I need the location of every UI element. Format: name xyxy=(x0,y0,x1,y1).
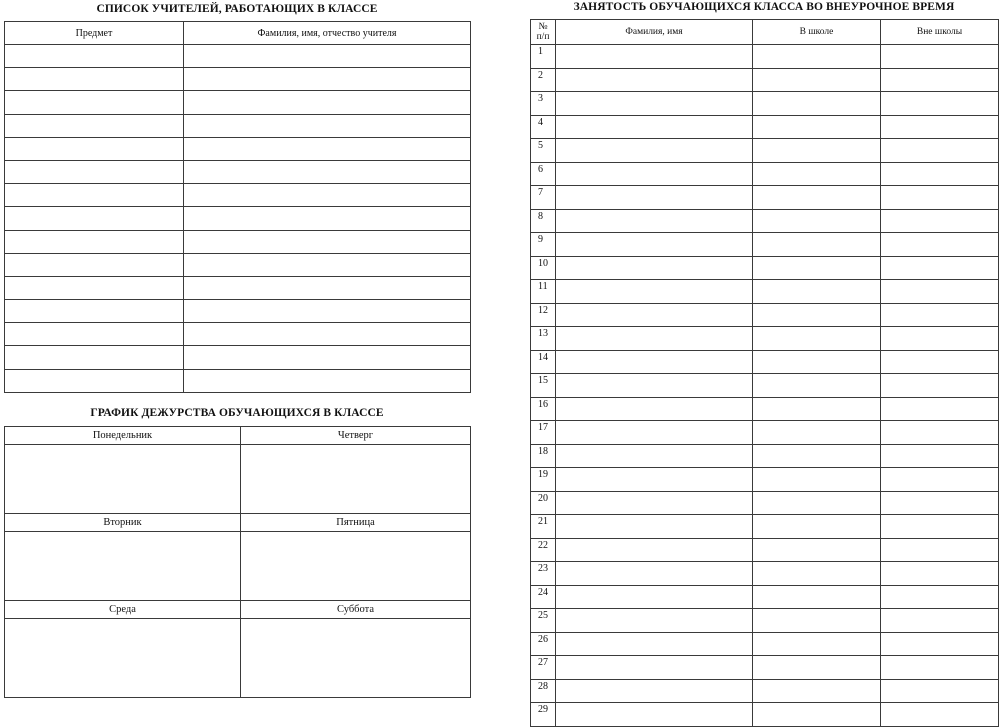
subject-cell[interactable] xyxy=(5,323,184,346)
outside-school-cell[interactable] xyxy=(881,468,999,492)
row-number: 21 xyxy=(531,515,556,539)
row-number: 9 xyxy=(531,233,556,257)
table-row xyxy=(531,186,999,210)
student-name-cell[interactable] xyxy=(556,609,753,633)
outside-school-cell[interactable] xyxy=(881,280,999,304)
table-row xyxy=(531,139,999,163)
duty-day-friday: Пятница xyxy=(241,514,471,532)
in-school-cell[interactable] xyxy=(753,68,881,92)
table-row xyxy=(5,300,471,323)
in-school-cell[interactable] xyxy=(753,256,881,280)
teacher-name-cell[interactable] xyxy=(184,276,471,299)
outside-school-column-header: Вне школы xyxy=(881,20,999,45)
outside-school-cell[interactable] xyxy=(881,115,999,139)
in-school-cell[interactable] xyxy=(753,703,881,727)
table-row xyxy=(531,92,999,116)
in-school-cell[interactable] xyxy=(753,280,881,304)
row-number: 24 xyxy=(531,585,556,609)
table-row xyxy=(531,562,999,586)
in-school-cell[interactable] xyxy=(753,491,881,515)
table-row xyxy=(531,397,999,421)
in-school-cell[interactable] xyxy=(753,374,881,398)
teacher-name-cell[interactable] xyxy=(184,91,471,114)
subject-cell[interactable] xyxy=(5,369,184,392)
outside-school-cell[interactable] xyxy=(881,45,999,69)
table-row xyxy=(5,323,471,346)
teacher-name-cell[interactable] xyxy=(184,114,471,137)
in-school-cell[interactable] xyxy=(753,92,881,116)
student-name-cell[interactable] xyxy=(556,256,753,280)
outside-school-cell[interactable] xyxy=(881,209,999,233)
student-name-cell[interactable] xyxy=(556,45,753,69)
row-number: 3 xyxy=(531,92,556,116)
in-school-cell[interactable] xyxy=(753,468,881,492)
table-row xyxy=(531,374,999,398)
table-row xyxy=(531,703,999,727)
student-name-cell[interactable] xyxy=(556,209,753,233)
subject-cell[interactable] xyxy=(5,68,184,91)
row-number: 26 xyxy=(531,632,556,656)
table-row xyxy=(531,656,999,680)
in-school-cell[interactable] xyxy=(753,350,881,374)
outside-school-cell[interactable] xyxy=(881,139,999,163)
in-school-cell[interactable] xyxy=(753,186,881,210)
duty-day-thursday: Четверг xyxy=(241,427,471,445)
row-number: 27 xyxy=(531,656,556,680)
in-school-cell[interactable] xyxy=(753,209,881,233)
student-name-cell[interactable] xyxy=(556,679,753,703)
in-school-cell[interactable] xyxy=(753,303,881,327)
teachers-title: СПИСОК УЧИТЕЛЕЙ, РАБОТАЮЩИХ В КЛАССЕ xyxy=(96,3,378,15)
table-row xyxy=(5,230,471,253)
in-school-cell[interactable] xyxy=(753,515,881,539)
outside-school-cell[interactable] xyxy=(881,186,999,210)
outside-school-cell[interactable] xyxy=(881,350,999,374)
student-name-cell[interactable] xyxy=(556,280,753,304)
outside-school-cell[interactable] xyxy=(881,421,999,445)
teacher-name-cell[interactable] xyxy=(184,207,471,230)
student-name-cell[interactable] xyxy=(556,515,753,539)
table-row xyxy=(531,585,999,609)
in-school-cell[interactable] xyxy=(753,162,881,186)
outside-school-cell[interactable] xyxy=(881,632,999,656)
duty-cell-saturday[interactable] xyxy=(241,619,471,698)
student-name-cell[interactable] xyxy=(556,115,753,139)
subject-column-header: Предмет xyxy=(5,22,184,45)
duty-cell-friday[interactable] xyxy=(241,532,471,601)
student-name-cell[interactable] xyxy=(556,303,753,327)
table-row xyxy=(531,609,999,633)
student-name-cell[interactable] xyxy=(556,444,753,468)
student-name-cell[interactable] xyxy=(556,632,753,656)
duty-cell-tuesday[interactable] xyxy=(5,532,241,601)
student-name-cell[interactable] xyxy=(556,585,753,609)
row-number: 15 xyxy=(531,374,556,398)
table-row xyxy=(531,515,999,539)
table-row xyxy=(531,45,999,69)
row-number: 11 xyxy=(531,280,556,304)
in-school-cell[interactable] xyxy=(753,562,881,586)
duty-day-saturday: Суббота xyxy=(241,601,471,619)
in-school-cell[interactable] xyxy=(753,139,881,163)
in-school-cell[interactable] xyxy=(753,444,881,468)
teacher-name-cell[interactable] xyxy=(184,230,471,253)
table-row xyxy=(531,233,999,257)
teacher-name-cell[interactable] xyxy=(184,137,471,160)
table-row xyxy=(5,369,471,392)
teachers-table xyxy=(4,21,471,393)
student-name-cell[interactable] xyxy=(556,92,753,116)
duty-cell-monday[interactable] xyxy=(5,445,241,514)
teacher-name-cell[interactable] xyxy=(184,68,471,91)
in-school-cell[interactable] xyxy=(753,632,881,656)
duty-title: ГРАФИК ДЕЖУРСТВА ОБУЧАЮЩИХСЯ В КЛАССЕ xyxy=(90,407,384,419)
subject-cell[interactable] xyxy=(5,114,184,137)
student-name-cell[interactable] xyxy=(556,538,753,562)
table-row xyxy=(5,184,471,207)
table-row xyxy=(5,346,471,369)
in-school-cell[interactable] xyxy=(753,397,881,421)
teacher-name-cell[interactable] xyxy=(184,184,471,207)
row-number: 29 xyxy=(531,703,556,727)
student-name-cell[interactable] xyxy=(556,562,753,586)
table-row xyxy=(531,538,999,562)
in-school-cell[interactable] xyxy=(753,679,881,703)
student-name-cell[interactable] xyxy=(556,139,753,163)
subject-cell[interactable] xyxy=(5,45,184,68)
table-row xyxy=(5,253,471,276)
student-name-cell[interactable] xyxy=(556,656,753,680)
outside-school-cell[interactable] xyxy=(881,68,999,92)
in-school-cell[interactable] xyxy=(753,656,881,680)
number-sign: № xyxy=(538,22,548,32)
teacher-name-cell[interactable] xyxy=(184,160,471,183)
student-name-cell[interactable] xyxy=(556,327,753,351)
student-name-cell[interactable] xyxy=(556,421,753,445)
table-row xyxy=(531,468,999,492)
outside-school-cell[interactable] xyxy=(881,656,999,680)
table-row xyxy=(5,160,471,183)
subject-cell[interactable] xyxy=(5,207,184,230)
table-row xyxy=(531,444,999,468)
row-number: 12 xyxy=(531,303,556,327)
subject-cell[interactable] xyxy=(5,91,184,114)
subject-cell[interactable] xyxy=(5,300,184,323)
outside-school-cell[interactable] xyxy=(881,444,999,468)
row-number: 10 xyxy=(531,256,556,280)
student-name-cell[interactable] xyxy=(556,162,753,186)
teacher-name-cell[interactable] xyxy=(184,323,471,346)
row-number: 4 xyxy=(531,115,556,139)
outside-school-cell[interactable] xyxy=(881,256,999,280)
student-name-cell[interactable] xyxy=(556,186,753,210)
table-row xyxy=(531,632,999,656)
student-name-cell[interactable] xyxy=(556,68,753,92)
duty-day-wednesday: Среда xyxy=(5,601,241,619)
table-row xyxy=(531,679,999,703)
teacher-name-column-header: Фамилия, имя, отчество учителя xyxy=(184,22,471,45)
row-number: 17 xyxy=(531,421,556,445)
activities-header-row xyxy=(531,20,999,45)
outside-school-cell[interactable] xyxy=(881,397,999,421)
student-name-cell[interactable] xyxy=(556,350,753,374)
activities-title: ЗАНЯТОСТЬ ОБУЧАЮЩИХСЯ КЛАССА ВО ВНЕУРОЧНОЕ ВРЕМЯ xyxy=(573,1,955,13)
row-number: 23 xyxy=(531,562,556,586)
table-row xyxy=(531,209,999,233)
row-number: 14 xyxy=(531,350,556,374)
number-column-header xyxy=(531,20,556,45)
subject-cell[interactable] xyxy=(5,253,184,276)
in-school-cell[interactable] xyxy=(753,421,881,445)
student-name-cell[interactable] xyxy=(556,703,753,727)
table-row xyxy=(531,68,999,92)
in-school-cell[interactable] xyxy=(753,538,881,562)
in-school-cell[interactable] xyxy=(753,45,881,69)
table-row xyxy=(5,91,471,114)
subject-cell[interactable] xyxy=(5,137,184,160)
table-row xyxy=(531,491,999,515)
row-number: 13 xyxy=(531,327,556,351)
outside-school-cell[interactable] xyxy=(881,515,999,539)
subject-cell[interactable] xyxy=(5,160,184,183)
table-row xyxy=(5,137,471,160)
table-row xyxy=(5,68,471,91)
table-row xyxy=(531,421,999,445)
table-row xyxy=(531,280,999,304)
row-number: 25 xyxy=(531,609,556,633)
duty-cell-wednesday[interactable] xyxy=(5,619,241,698)
table-row xyxy=(531,162,999,186)
in-school-cell[interactable] xyxy=(753,115,881,139)
in-school-cell[interactable] xyxy=(753,609,881,633)
row-number: 2 xyxy=(531,68,556,92)
table-row xyxy=(531,256,999,280)
duty-day-monday: Понедельник xyxy=(5,427,241,445)
in-school-cell[interactable] xyxy=(753,327,881,351)
student-name-cell[interactable] xyxy=(556,233,753,257)
number-abbrev: п/п xyxy=(536,32,550,42)
table-row xyxy=(531,350,999,374)
teachers-header-row xyxy=(5,22,471,45)
student-name-column-header: Фамилия, имя xyxy=(556,20,753,45)
row-number: 20 xyxy=(531,491,556,515)
table-row xyxy=(531,115,999,139)
table-row xyxy=(531,327,999,351)
row-number: 16 xyxy=(531,397,556,421)
row-number: 5 xyxy=(531,139,556,163)
teacher-name-cell[interactable] xyxy=(184,253,471,276)
row-number: 7 xyxy=(531,186,556,210)
student-name-cell[interactable] xyxy=(556,468,753,492)
outside-school-cell[interactable] xyxy=(881,327,999,351)
outside-school-cell[interactable] xyxy=(881,374,999,398)
teacher-name-cell[interactable] xyxy=(184,300,471,323)
duty-day-tuesday: Вторник xyxy=(5,514,241,532)
table-row xyxy=(5,114,471,137)
table-row xyxy=(5,45,471,68)
table-row xyxy=(5,207,471,230)
outside-school-cell[interactable] xyxy=(881,679,999,703)
subject-cell[interactable] xyxy=(5,276,184,299)
row-number: 1 xyxy=(531,45,556,69)
subject-cell[interactable] xyxy=(5,346,184,369)
subject-cell[interactable] xyxy=(5,230,184,253)
outside-school-cell[interactable] xyxy=(881,703,999,727)
table-row xyxy=(5,276,471,299)
row-number: 19 xyxy=(531,468,556,492)
outside-school-cell[interactable] xyxy=(881,609,999,633)
teacher-name-cell[interactable] xyxy=(184,346,471,369)
outside-school-cell[interactable] xyxy=(881,538,999,562)
outside-school-cell[interactable] xyxy=(881,162,999,186)
duty-cell-thursday[interactable] xyxy=(241,445,471,514)
row-number: 6 xyxy=(531,162,556,186)
outside-school-cell[interactable] xyxy=(881,491,999,515)
activities-table xyxy=(530,19,999,727)
outside-school-cell[interactable] xyxy=(881,92,999,116)
teacher-name-cell[interactable] xyxy=(184,45,471,68)
outside-school-cell[interactable] xyxy=(881,585,999,609)
row-number: 28 xyxy=(531,679,556,703)
student-name-cell[interactable] xyxy=(556,397,753,421)
outside-school-cell[interactable] xyxy=(881,562,999,586)
in-school-column-header: В школе xyxy=(753,20,881,45)
student-name-cell[interactable] xyxy=(556,491,753,515)
in-school-cell[interactable] xyxy=(753,585,881,609)
table-row xyxy=(531,303,999,327)
row-number: 18 xyxy=(531,444,556,468)
outside-school-cell[interactable] xyxy=(881,303,999,327)
student-name-cell[interactable] xyxy=(556,374,753,398)
row-number: 8 xyxy=(531,209,556,233)
row-number: 22 xyxy=(531,538,556,562)
teacher-name-cell[interactable] xyxy=(184,369,471,392)
in-school-cell[interactable] xyxy=(753,233,881,257)
duty-schedule-table xyxy=(4,426,471,698)
outside-school-cell[interactable] xyxy=(881,233,999,257)
subject-cell[interactable] xyxy=(5,184,184,207)
